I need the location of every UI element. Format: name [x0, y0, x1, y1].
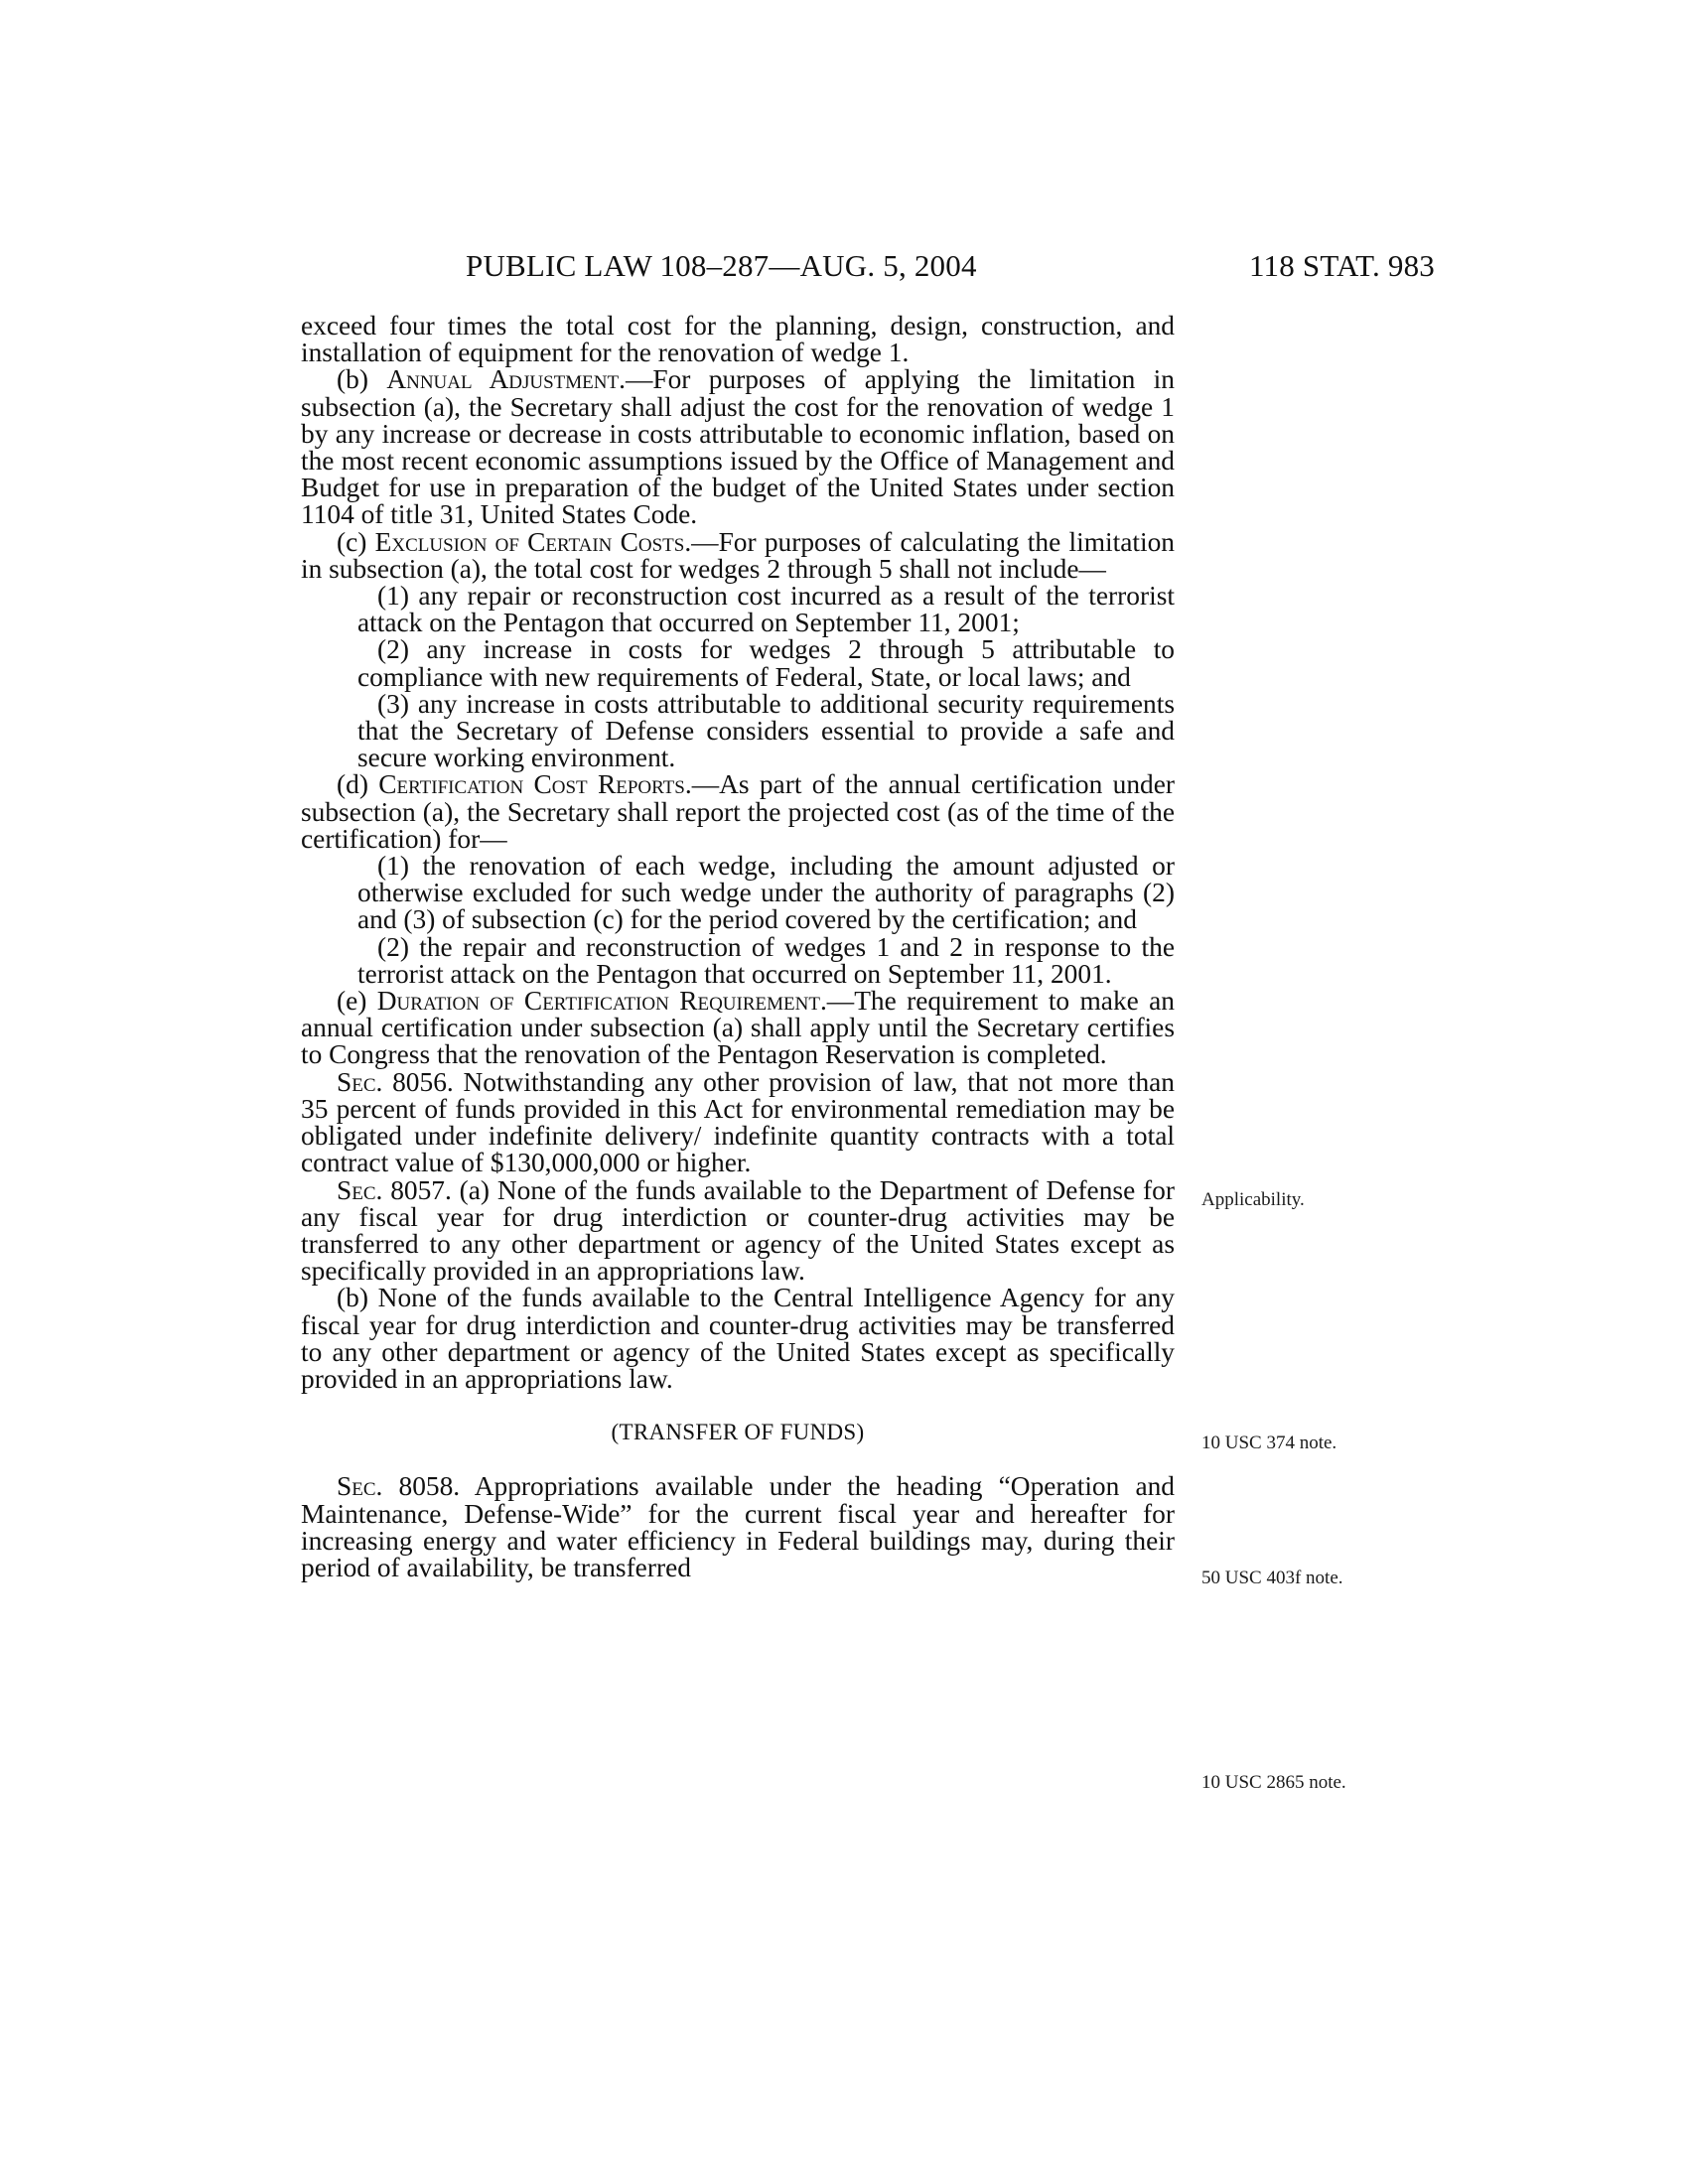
list-item: (3) any increase in costs attributable to additional security requirements that the Secretary of Defense considers essential to provide a safe and secure working environment. — [357, 688, 1175, 773]
subsection-text: .—For purposes of applying the limitation in subsection (a), the Secretary shall adjust the cost for the renovation of wedge 1 by any increase or decrease in costs attributable to economic inflation, based on the most recent economic assumptions issued by the Office of Management and Budget for use in preparation of the budget of the United States under section 1104 of title 31, United States Code. — [301, 364, 1175, 530]
paragraph-duration — [301, 988, 1175, 1069]
heading-transfer-of-funds: (TRANSFER OF FUNDS) — [611, 1420, 865, 1445]
section-abbrev: Sec — [337, 1066, 376, 1097]
paragraph-certification-reports — [301, 771, 1175, 853]
subsection-heading: Certification Cost Reports — [378, 769, 685, 800]
subsection-label: (d) — [337, 769, 379, 800]
subsection-text: .—As part of the annual certification under subsection (a), the Secretary shall report the projected cost (as of the time of the certification) for— — [301, 769, 1175, 854]
list-item: (2) the repair and reconstruction of wedges 1 and 2 in response to the terrorist attack on the Pentagon that occurred on September 11, 2001. — [357, 931, 1175, 989]
margin-note-50-usc-403f: 50 USC 403f note. — [1201, 1568, 1343, 1588]
subsection-text: .—The requirement to make an annual certification under subsection (a) shall apply until the Secretary certifies to Congress that the renovation of the Pentagon Reservation is completed. — [301, 986, 1176, 1070]
list-item: (1) any repair or reconstruction cost incurred as a result of the terrorist attack on the Pentagon that occurred on September 11, 2001; — [357, 581, 1175, 638]
margin-note-applicability: Applicability. — [1201, 1189, 1305, 1210]
page-header — [0, 248, 1688, 288]
margin-note-10-usc-2865: 10 USC 2865 note. — [1201, 1772, 1346, 1793]
header-page-number: 118 STAT. 983 — [1249, 248, 1435, 283]
paragraph-annual-adjustment — [301, 366, 1175, 528]
section-abbrev: Sec — [337, 1174, 376, 1205]
subsection-label: (b) — [337, 364, 387, 395]
paragraph-sec-8057-b: (b) None of the funds available to the Central Intelligence Agency for any fiscal year for drug interdiction and counter-drug activities may be transferred to any other department or agency of the United States except as specifically provided in an appropriations law. — [301, 1283, 1175, 1394]
paragraph-sec-8056 — [301, 1066, 1175, 1178]
section-text: . 8056. Notwithstanding any other provision of law, that not more than 35 percent of funds provided in this Act for environmental remediation may be obligated under indefinite delivery/ indefinite quantity contracts with a total contract value of $130,000,000 or higher. — [301, 1066, 1175, 1178]
list-item: (2) any increase in costs for wedges 2 through 5 attributable to compliance with new requirements of Federal, State, or local laws; and — [357, 634, 1175, 692]
main-text — [301, 313, 1175, 1581]
section-text: . 8057. (a) None of the funds available to the Department of Defense for any fiscal year for drug interdiction or counter-drug activities may be transferred to any other department or agency of the United States except as specifically provided in an appropriations law. — [301, 1174, 1175, 1287]
subsection-label: (c) — [337, 526, 375, 557]
subsection-heading: Duration of Certification Requirement — [376, 986, 820, 1017]
margin-note-10-usc-374: 10 USC 374 note. — [1201, 1433, 1337, 1453]
paragraph-sec-8058 — [301, 1473, 1175, 1581]
list-item: (1) the renovation of each wedge, including the amount adjusted or otherwise excluded for such wedge under the authority of paragraphs (2) and (3) of subsection (c) for the period covered by the certification; and — [357, 851, 1175, 935]
paragraph-sec-8057-a — [301, 1174, 1175, 1287]
paragraph-exclusion — [301, 526, 1175, 584]
section-text: . 8058. Appropriations available under the heading “Operation and Maintenance, Defense-Wide” for the current fiscal year and hereafter for increasing energy and water efficiency in Federal buildings may, during their period of availability, be transferred — [301, 1471, 1175, 1582]
subsection-heading: Annual Adjustment — [386, 364, 620, 395]
paragraph-continuation: exceed four times the total cost for the planning, design, construction, and installation of equipment for the renovation of wedge 1. — [301, 311, 1175, 368]
subsection-text: .—For purposes of calculating the limitation in subsection (a), the total cost for wedges 2 through 5 shall not include— — [301, 526, 1175, 584]
header-title: PUBLIC LAW 108–287—AUG. 5, 2004 — [466, 248, 977, 283]
subsection-label: (e) — [337, 986, 377, 1017]
subsection-heading: Exclusion of Certain Costs — [374, 526, 685, 557]
section-abbrev: Sec — [337, 1471, 376, 1502]
